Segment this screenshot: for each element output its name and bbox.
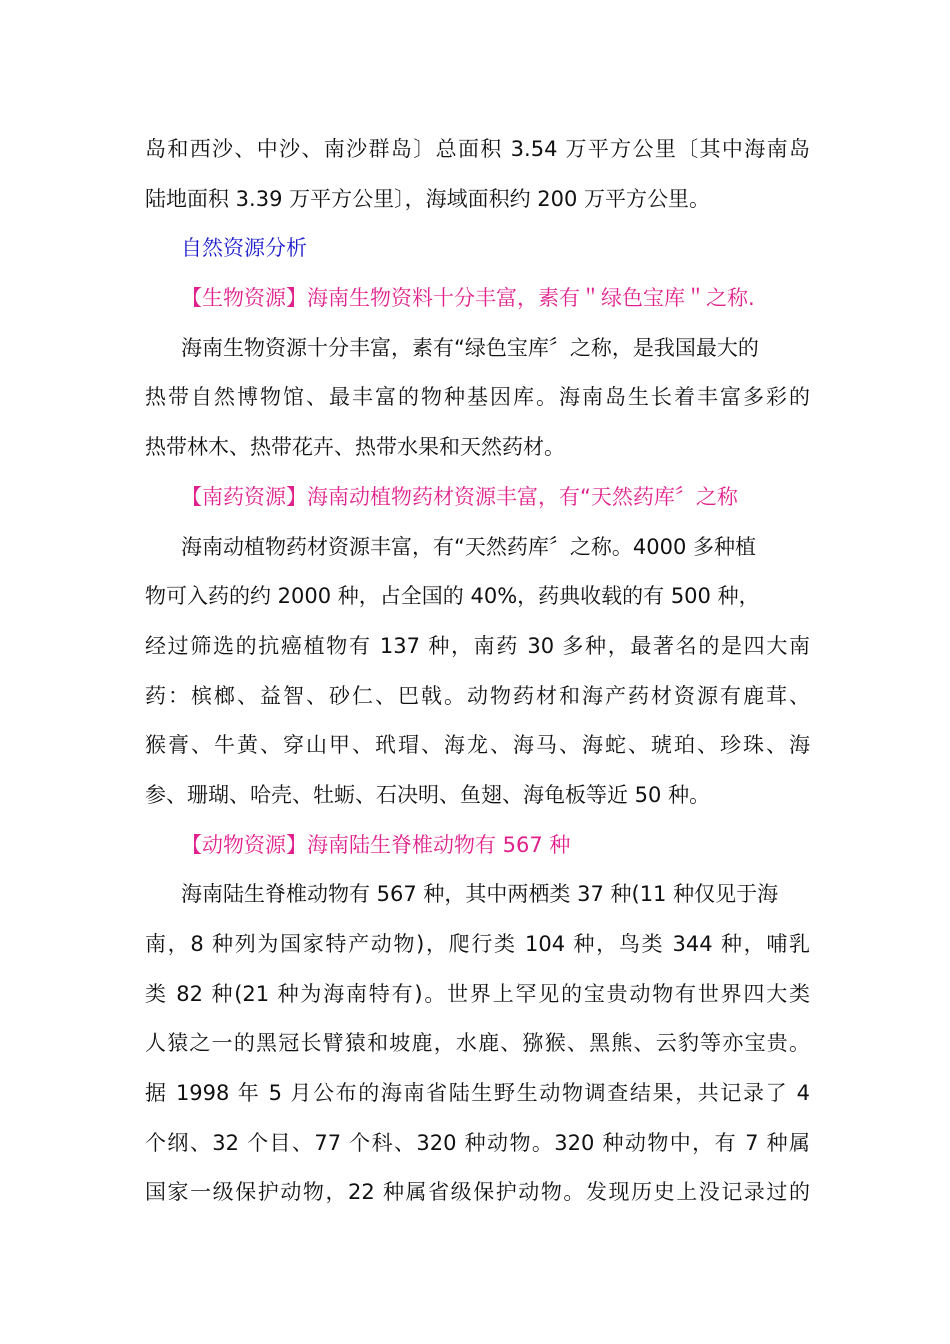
subsection-heading: 【生物资源】海南生物资料十分丰富，素有＂绿色宝库＂之称. <box>181 286 755 311</box>
paragraph-line: 岛和西沙、中沙、南沙群岛〕总面积 3.54 万平方公里〔其中海南岛 <box>145 137 810 161</box>
paragraph-line: 海南陆生脊椎动物有 567 种，其中两栖类 37 种(11 种仅见于海 <box>181 882 779 907</box>
paragraph-line: 猴膏、牛黄、穿山甲、玳瑁、海龙、海马、海蛇、琥珀、珍珠、海 <box>145 733 810 758</box>
paragraph-line: 人猿之一的黑冠长臂猿和坡鹿，水鹿、猕猴、黑熊、云豹等亦宝贵。 <box>145 1031 810 1056</box>
paragraph-line: 海南生物资源十分丰富，素有“绿色宝库〞之称，是我国最大的 <box>181 335 759 360</box>
paragraph-line: 类 82 种(21 种为海南特有)。世界上罕见的宝贵动物有世界四大类 <box>145 981 810 1006</box>
paragraph-line: 药：槟榔、益智、砂仁、巴戟。动物药材和海产药材资源有鹿茸、 <box>145 683 810 708</box>
paragraph-line: 南，8 种列为国家特产动物)，爬行类 104 种，鸟类 344 种，哺乳 <box>145 932 810 956</box>
subsection-heading: 【南药资源】海南动植物药材资源丰富，有“天然药库〞之称 <box>181 484 738 509</box>
document-body <box>145 125 810 1218</box>
paragraph-line: 参、珊瑚、哈壳、牡蛎、石决明、鱼翅、海龟板等近 50 种。 <box>145 782 711 807</box>
paragraph-line: 热带自然博物馆、最丰富的物种基因库。海南岛生长着丰富多彩的 <box>145 385 810 410</box>
paragraph-line: 热带林木、热带花卉、热带水果和天然药材。 <box>145 435 565 460</box>
paragraph-line: 陆地面积 3.39 万平方公里〕，海域面积约 200 万平方公里。 <box>145 186 711 211</box>
paragraph-line: 据 1998 年 5 月公布的海南省陆生野生动物调查结果，共记录了 4 <box>145 1081 810 1106</box>
paragraph-line: 个纲、32 个目、77 个科、320 种动物。320 种动物中，有 7 种属 <box>145 1130 810 1155</box>
section-heading: 自然资源分析 <box>181 236 307 261</box>
subsection-heading: 【动物资源】海南陆生脊椎动物有 567 种 <box>181 832 571 857</box>
paragraph-line: 经过筛选的抗癌植物有 137 种，南药 30 多种，最著名的是四大南 <box>145 633 810 658</box>
paragraph-line: 国家一级保护动物，22 种属省级保护动物。发现历史上没记录过的 <box>145 1180 810 1205</box>
paragraph-line: 物可入药的约 2000 种，占全国的 40%，药典收载的有 500 种， <box>145 584 760 609</box>
paragraph-line: 海南动植物药材资源丰富，有“天然药库〞之称。4000 多种植 <box>181 534 756 559</box>
